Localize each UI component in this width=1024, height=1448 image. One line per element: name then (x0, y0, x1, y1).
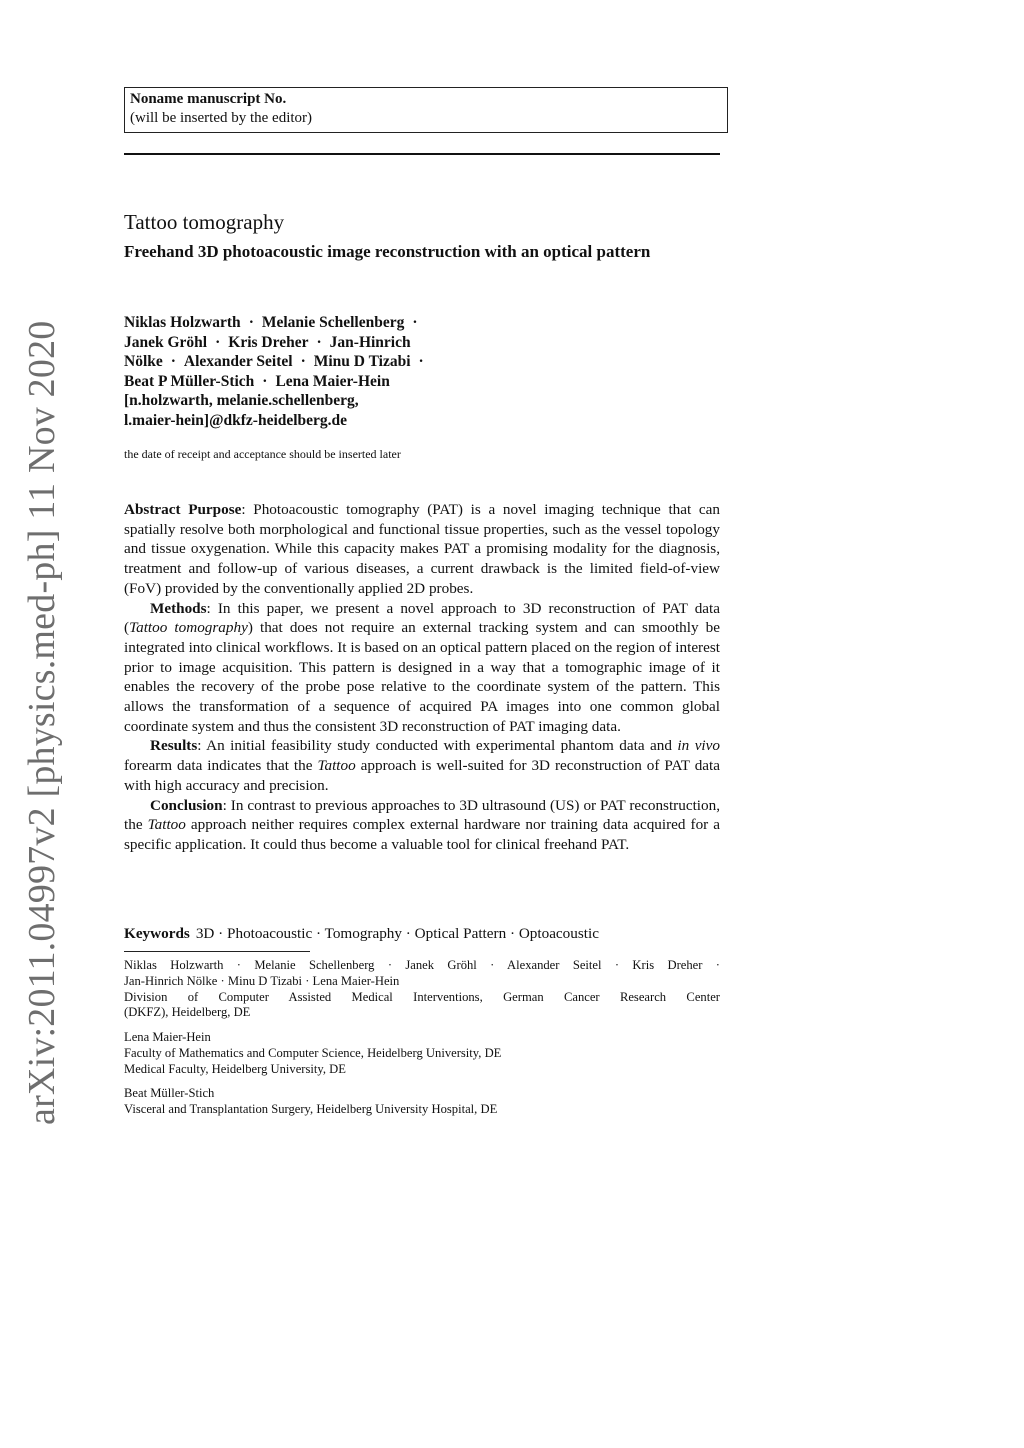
author-separator: · (170, 353, 176, 371)
affiliation-group-3 (124, 1086, 720, 1118)
abstract-methods-text: : In this paper, we present a novel approach to 3D reconstruction of PAT data ( (124, 599, 720, 637)
footnote-rule (124, 951, 310, 952)
abstract-conclusion-text: approach neither requires complex external hardware nor training data acquired for a specific application. It could thus become a valuable tool for clinical freehand PAT. (124, 816, 720, 853)
paper-subtitle: Freehand 3D photoacoustic image reconstruction with an optical pattern (124, 242, 651, 261)
author-separator: · (300, 353, 306, 371)
author-separator: · (316, 333, 322, 351)
keywords-label: Keywords (124, 925, 190, 942)
author-name: Melanie Schellenberg (261, 314, 405, 331)
abstract-results-italic: Tattoo (317, 757, 356, 775)
abstract-conclusion (124, 796, 720, 855)
abstract-methods-label: Methods (150, 599, 207, 617)
author-line-4 (124, 372, 720, 392)
keywords (124, 924, 720, 943)
author-name: Niklas Holzwarth (124, 314, 241, 331)
affiliation-group-2 (124, 1030, 720, 1077)
affiliation-institution: Faculty of Mathematics and Computer Science, Heidelberg University, DE (124, 1045, 502, 1060)
abstract-results-text: forearm data indicates that the (124, 757, 318, 775)
abstract-conclusion-label: Conclusion (150, 796, 223, 814)
author-separator: · (418, 353, 424, 371)
author-separator: · (215, 333, 221, 351)
manuscript-editor-note: (will be inserted by the editor) (130, 110, 313, 126)
abstract (124, 500, 720, 855)
abstract-results-label: Results (150, 737, 198, 755)
header-rule (124, 153, 720, 155)
author-name: Janek Gröhl (124, 333, 208, 351)
affiliation-names: Niklas Holzwarth · Melanie Schellenberg · Janek Gröhl · Alexander Seitel · Kris Dreher · (124, 958, 720, 972)
abstract-results-italic: in vivo (677, 737, 720, 755)
author-name: Lena Maier-Hein (275, 372, 390, 390)
author-name: Jan-Hinrich (329, 333, 411, 351)
author-name: Minu D Tizabi (313, 353, 411, 371)
arxiv-side-stamp: arXiv:2011.04997v2 [physics.med-ph] 11 Nov 2020 (21, 320, 63, 1125)
manuscript-number-box (124, 87, 728, 133)
abstract-methods-italic: Tattoo tomography (129, 619, 248, 637)
abstract-results-text: approach is well-suited for 3D reconstruction of PAT data with high accuracy and precision. (124, 757, 720, 794)
author-name: Beat P Müller-Stich (124, 372, 255, 390)
manuscript-number-label: Noname manuscript No. (130, 91, 287, 107)
affiliation-group-1 (124, 958, 720, 1021)
author-line-2 (124, 333, 720, 353)
author-line-1 (124, 313, 720, 333)
abstract-purpose-text: : Photoacoustic tomography (PAT) is a novel imaging technique that can spatially resolve both morphological and functional tissue properties, such as the vessel topology and tissue oxygenation. While this capacity makes PAT a promising modality for the diagnosis, treatment and follow-up of various diseases, a current drawback is the limited field-of-view (FoV) provided by the conventionally applied 2D probes. (124, 501, 720, 597)
affiliation-name: Lena Maier-Hein (124, 1030, 211, 1044)
keywords-text: 3D · Photoacoustic · Tomography · Optical Pattern · Optoacoustic (195, 925, 599, 942)
abstract-purpose (124, 500, 720, 599)
author-name: Kris Dreher (228, 333, 309, 351)
author-name: Nölke (124, 353, 163, 371)
paper-title: Tattoo tomography (124, 210, 285, 234)
affiliation-institution: (DKFZ), Heidelberg, DE (124, 1005, 251, 1020)
abstract-purpose-label: Abstract Purpose (124, 501, 242, 518)
author-emails-line-2: l.maier-hein]@dkfz-heidelberg.de (124, 411, 348, 429)
abstract-results-text: : An initial feasibility study conducted with experimental phantom data and (197, 737, 678, 755)
affiliation-institution: Division of Computer Assisted Medical Interventions, German Cancer Research Center (124, 989, 720, 1004)
abstract-methods (124, 599, 720, 737)
author-separator: · (412, 314, 418, 331)
author-list (124, 313, 720, 431)
author-line-3 (124, 352, 720, 372)
affiliation-institution: Medical Faculty, Heidelberg University, DE (124, 1061, 346, 1076)
affiliation-names: Jan-Hinrich Nölke · Minu D Tizabi · Lena Maier-Hein (124, 973, 400, 988)
author-name: Alexander Seitel (183, 353, 293, 371)
author-separator: · (262, 372, 268, 390)
abstract-conclusion-italic: Tattoo (147, 816, 186, 834)
abstract-conclusion-text: : In contrast to previous approaches to 3D ultrasound (US) or PAT reconstruction, the (124, 796, 720, 834)
date-note: the date of receipt and acceptance should be inserted later (124, 447, 401, 461)
author-emails-line-1: [n.holzwarth, melanie.schellenberg, (124, 392, 359, 410)
author-separator: · (248, 314, 254, 331)
affiliation-institution: Visceral and Transplantation Surgery, Heidelberg University Hospital, DE (124, 1101, 498, 1116)
affiliation-name: Beat Müller-Stich (124, 1086, 215, 1100)
abstract-methods-text: ) that does not require an external tracking system and can smoothly be integrated into clinical workflows. It is based on an optical pattern placed on the region of interest prior to image acquisition. This pattern is designed in a way that a tomographic image of it enables the recovery of the probe pose relative to the coordinate system of the pattern. This allows the transformation of a sequence of acquired PA images into one common global coordinate system and thus the consistent 3D reconstruction of PAT imaging data. (124, 619, 720, 735)
abstract-results (124, 736, 720, 795)
